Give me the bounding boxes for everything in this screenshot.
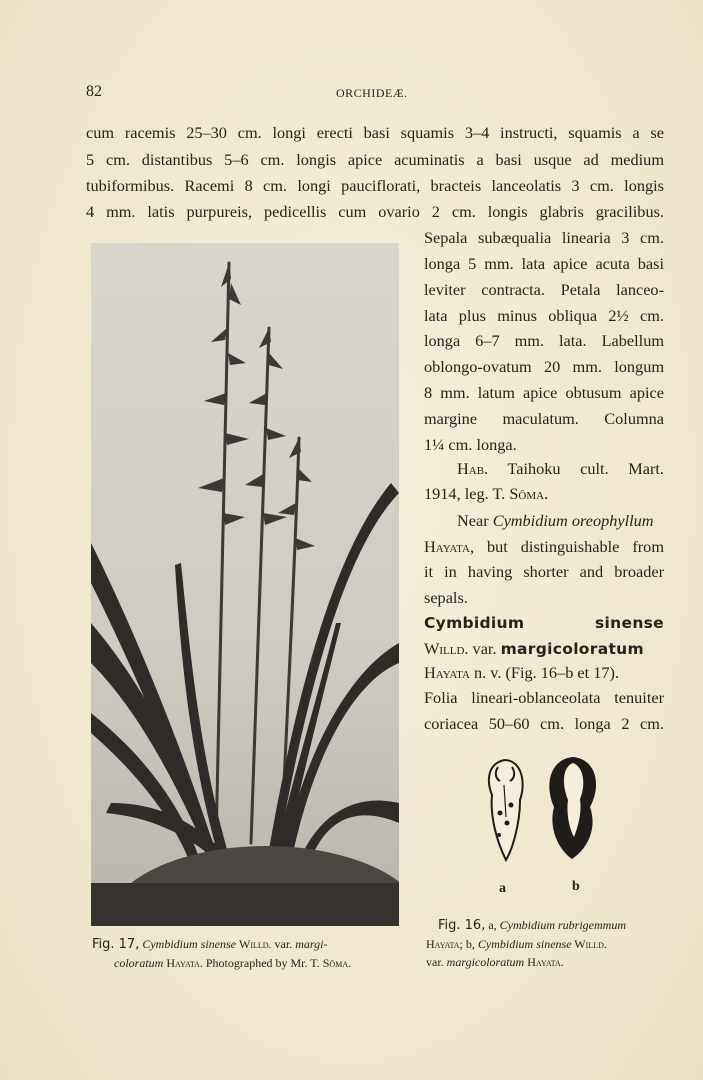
labellum-drawing-a <box>489 760 523 860</box>
body-line: tubiformibus. Racemi 8 cm. longi pauciflorati, bracteis lanceolatis 3 cm. longis <box>86 176 664 195</box>
fig17-photo-note: Photographed by Mr. T. <box>202 956 323 970</box>
taxon-novelty-line <box>424 661 619 685</box>
fig16-author-b2: Hayata. <box>524 955 564 969</box>
body-line: 4 mm. latis purpureis, pedicellis cum ovario 2 cm. longis glabris gracilibus. <box>86 202 664 221</box>
description-line: lata plus minus obliqua 2½ cm. <box>424 306 664 325</box>
taxon-name: Cymbidium sinense <box>424 614 664 632</box>
labellum-drawing-b <box>549 757 596 859</box>
note-line <box>424 535 664 559</box>
fig17-caption-line2 <box>92 954 404 972</box>
habitat-period: . <box>544 484 549 503</box>
description-line: 8 mm. latum apice obtusum apice <box>424 383 664 402</box>
fig16-species-a: Cymbidium rubrigemmum <box>499 918 626 932</box>
fig16-species-b: Cymbidium sinense <box>477 937 572 951</box>
habitat-text: Taihoku cult. Mart. <box>488 459 664 478</box>
taxon-author: Willd. <box>424 639 469 658</box>
taxon-variety-author: Hayata <box>424 663 470 682</box>
fig16-label-a: a <box>499 881 506 896</box>
note-line: sepals. <box>424 588 468 607</box>
taxon-var: var. <box>468 639 501 658</box>
fig16-a-part: a, <box>485 918 500 932</box>
fig17-label: Fig. 17, <box>92 937 140 952</box>
description-line: longa 6–7 mm. lata. Labellum <box>424 331 664 350</box>
habitat-date: 1914, leg. T. <box>424 484 510 503</box>
fig16-label-b: b <box>572 879 580 894</box>
fig16-var: var. <box>426 955 447 969</box>
taxon-novelty: n. v. (Fig. 16–b et 17). <box>469 663 620 682</box>
description-line: 1¼ cm. longa. <box>424 435 517 454</box>
description-line: leviter contracta. Petala lanceo- <box>424 280 664 299</box>
fig17-photographer: Sōma. <box>322 956 352 970</box>
taxon-description: Folia lineari-oblanceolata tenuiter <box>424 688 664 707</box>
orchid-photograph <box>91 243 399 926</box>
note-line <box>457 509 654 533</box>
note-near: Near <box>457 511 493 530</box>
description-line: Sepala subæqualia linearia 3 cm. <box>424 228 664 247</box>
fig17-caption <box>92 935 404 972</box>
taxon-heading <box>424 611 664 635</box>
labellum-drawings <box>478 755 608 895</box>
habitat-label: Hab. <box>457 459 489 478</box>
fig16-caption-line1 <box>426 916 670 935</box>
note-line: it in having shorter and broader <box>424 562 664 581</box>
fig17-author2: Hayata. <box>163 956 203 970</box>
fig17-variety-part2: coloratum <box>114 956 164 970</box>
note-author: Hayata <box>424 537 470 556</box>
note-species: Cymbidium oreophyllum <box>492 511 654 530</box>
fig16-variety-b: margicoloratum <box>446 955 525 969</box>
body-line: cum racemis 25–30 cm. longi erecti basi squamis 3–4 instructi, squamis a se <box>86 123 664 142</box>
fig16-caption <box>426 916 670 971</box>
page-number: 82 <box>86 83 102 100</box>
running-head: ORCHIDEÆ. <box>336 86 408 100</box>
fig16-author-a: Hayata <box>426 937 460 951</box>
fig17-var: var. <box>271 937 296 951</box>
habitat-collector: Sōma <box>509 484 545 503</box>
habitat-line <box>424 482 548 506</box>
fig17-author: Willd. <box>239 937 272 951</box>
fig17-caption-line1 <box>92 935 404 954</box>
fig17-species: Cymbidium sinense <box>139 937 239 951</box>
note-text: , but distinguishable from <box>469 537 664 556</box>
description-line: oblongo-ovatum 20 mm. longum <box>424 357 664 376</box>
fig16-caption-line3 <box>426 953 670 971</box>
body-line: 5 cm. distantibus 5–6 cm. longis apice acuminatis a basi usque ad medium <box>86 150 664 169</box>
fig16-author-b1: Willd. <box>571 937 607 951</box>
fig16-b-part: ; b, <box>459 937 478 951</box>
description-line: longa 5 mm. lata apice acuta basi <box>424 254 664 273</box>
habitat-line <box>457 457 664 481</box>
fig16-label: Fig. 16, <box>438 918 486 933</box>
fig17-variety-part1: margi- <box>295 937 328 951</box>
taxon-variety: margicoloratum <box>500 640 644 658</box>
taxon-description: coriacea 50–60 cm. longa 2 cm. <box>424 714 664 733</box>
taxon-authority-line <box>424 637 644 661</box>
description-line: margine maculatum. Columna <box>424 409 664 428</box>
fig16-caption-line2 <box>426 935 670 953</box>
